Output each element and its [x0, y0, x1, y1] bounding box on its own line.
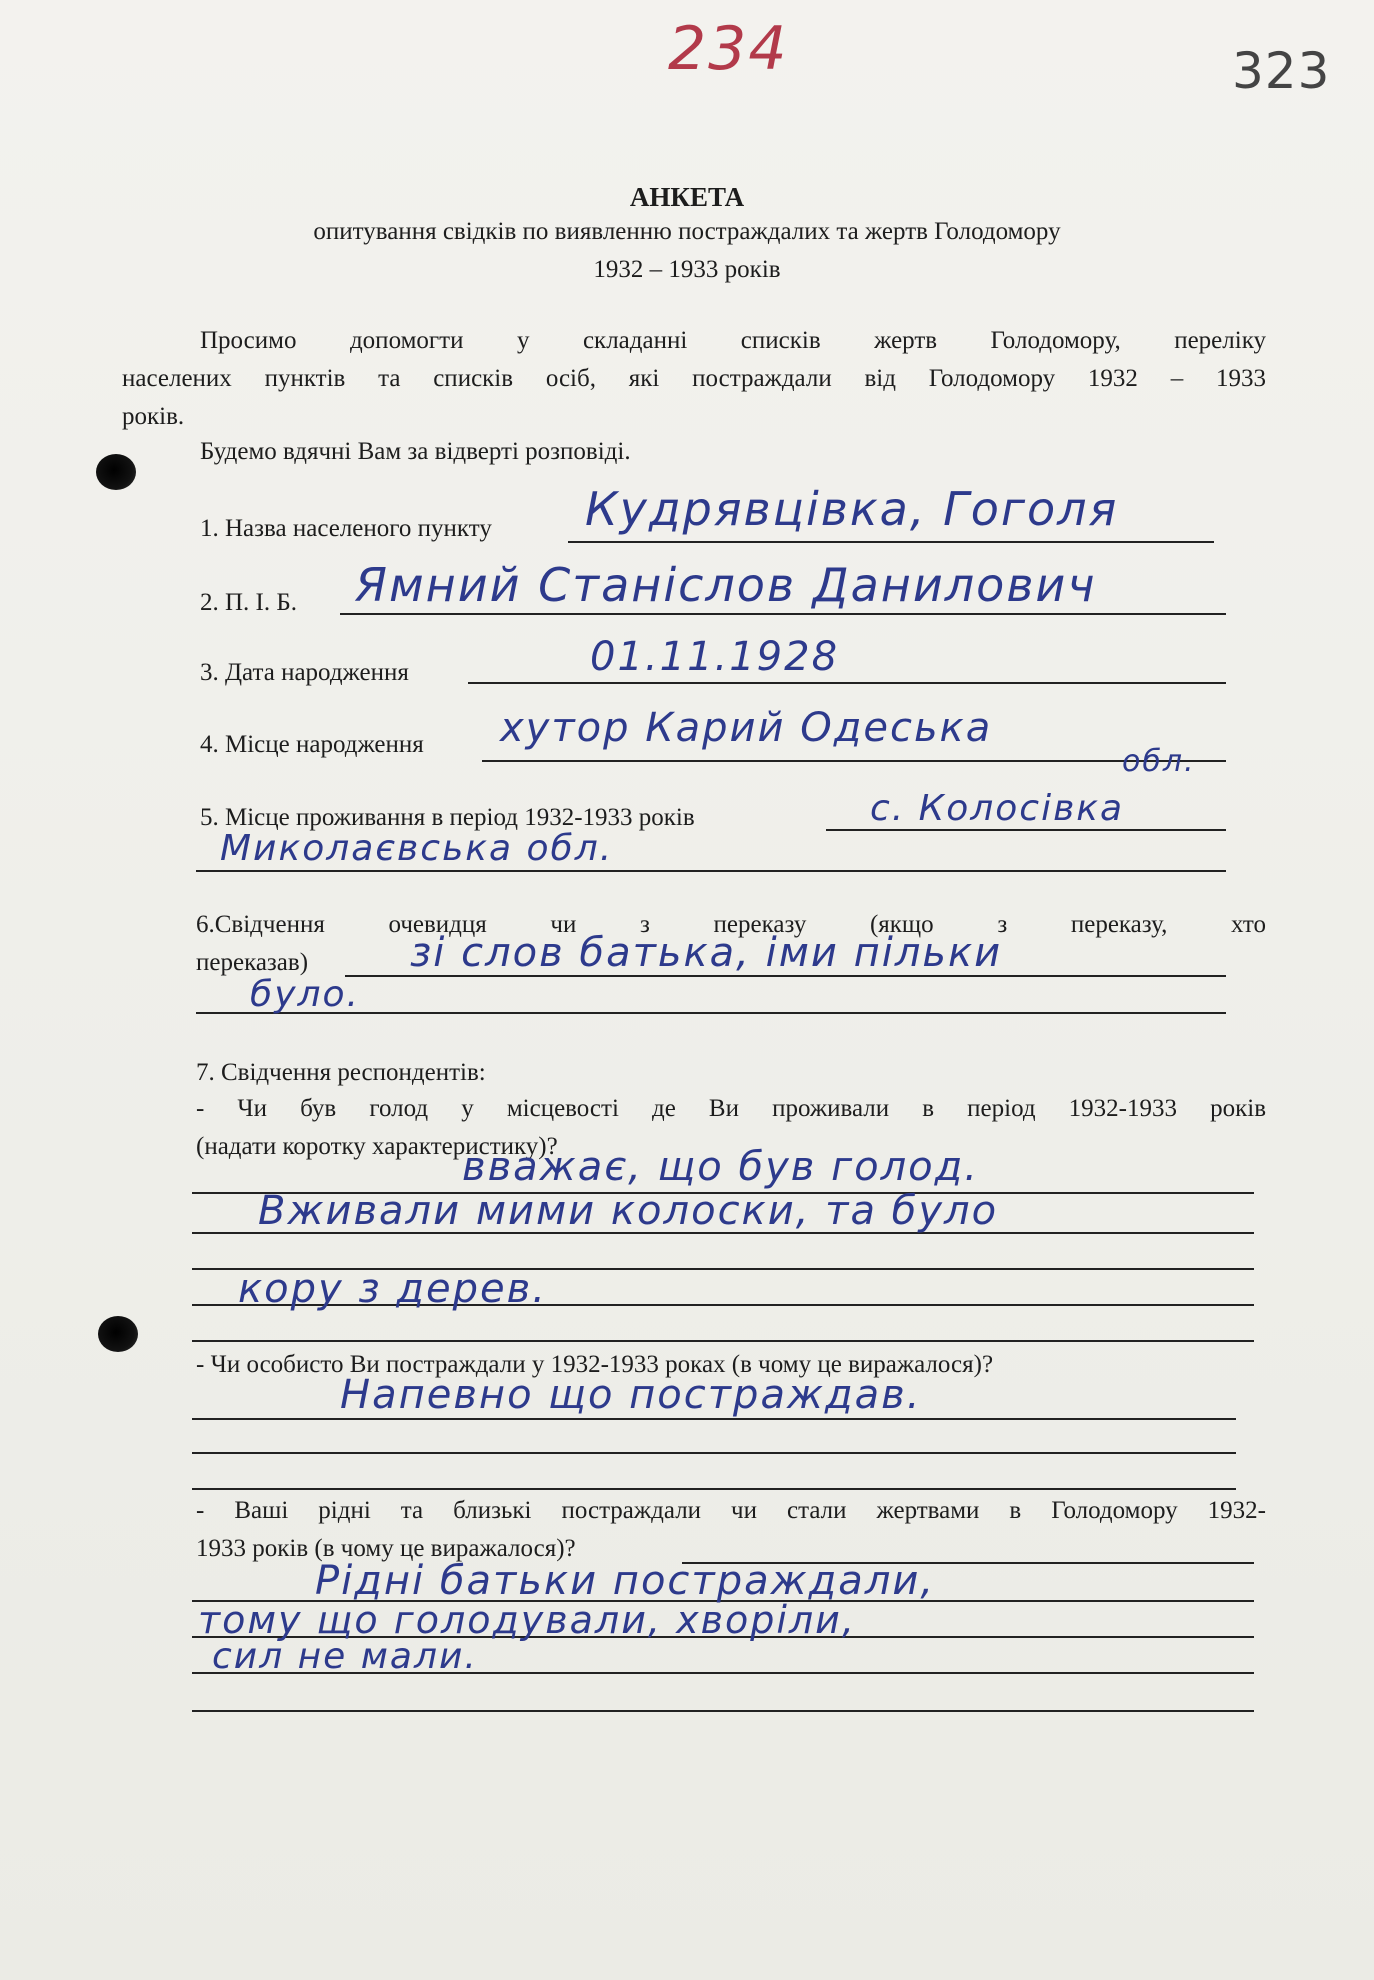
testimony-source-value-continued: було. [250, 974, 360, 1015]
q2-line-b [192, 1452, 1236, 1454]
archive-number: 234 [668, 14, 789, 84]
settlement-line [568, 541, 1214, 543]
residence-label: 5. Місце проживання в період 1932-1933 років [200, 804, 695, 831]
q3-answer-3: сил не мали. [212, 1636, 478, 1677]
residence-value: с. Колосівка [870, 788, 1125, 829]
birth-place-value-continued: обл. [1122, 744, 1196, 779]
intro-line1: Просимо допомогти у складанні списків жертв Голодомору, переліку [200, 327, 1266, 354]
sheet-number: 323 [1232, 42, 1331, 100]
birth-place-label: 4. Місце народження [200, 731, 424, 758]
intro-thanks: Будемо вдячні Вам за відверті розповіді. [200, 438, 631, 465]
form-title: АНКЕТА [629, 182, 745, 212]
q3-line-e [192, 1710, 1254, 1712]
testimony-source-label-line2: переказав) [196, 949, 309, 976]
section7-heading: 7. Свідчення респондентів: [196, 1059, 486, 1086]
birth-place-value: хутор Карий Одеська [500, 705, 993, 751]
punch-hole-bottom [98, 1316, 138, 1352]
q1-line1: - Чи був голод у місцевості де Ви проживали в період 1932-1933 років [196, 1095, 1266, 1122]
birth-date-line [468, 682, 1226, 684]
q3-answer-1: Рідні батьки постраждали, [315, 1558, 936, 1604]
q1-answer-3: кору з дерев. [238, 1266, 547, 1312]
residence-line-1 [826, 829, 1226, 831]
testimony-source-value: зі слов батька, іми пільки [410, 930, 1003, 976]
q1-line2: (надати коротку характеристику)? [196, 1133, 558, 1160]
name-value: Ямний Станіслов Данилович [355, 558, 1097, 612]
form-subtitle-line1: опитування свідків по виявленню постраждалих та жертв Голодомору [313, 218, 1061, 245]
form-subtitle-line2: 1932 – 1933 років [593, 256, 781, 283]
birth-place-line [482, 760, 1226, 762]
punch-hole-top [96, 454, 136, 490]
q1-line-e [192, 1340, 1254, 1342]
settlement-value: Кудрявцівка, Гоголя [585, 482, 1119, 536]
q1-answer-2: Вживали мими колоски, та було [258, 1188, 999, 1234]
q3-line2: 1933 років (в чому це виражалося)? [196, 1535, 576, 1562]
testimony-source-label-line1: 6.Свідчення очевидця чи з переказу (якщо з переказу, хто [196, 911, 1266, 938]
residence-value-continued: Миколаєвська обл. [220, 828, 614, 869]
q2-line-a [192, 1418, 1236, 1420]
intro-line3: років. [122, 403, 185, 430]
name-line [340, 613, 1226, 615]
birth-date-value: 01.11.1928 [590, 634, 840, 680]
q3-answer-2: тому що голодували, хворіли, [198, 1598, 856, 1642]
q2-line1: - Чи особисто Ви постраждали у 1932-1933 роках (в чому це виражалося)? [196, 1351, 994, 1378]
q3-line1: - Ваші рідні та близькі постраждали чи стали жертвами в Голодомору 1932- [196, 1497, 1266, 1524]
settlement-label: 1. Назва населеного пункту [200, 515, 492, 542]
residence-line-2 [196, 870, 1226, 872]
q2-line-c [192, 1488, 1236, 1490]
birth-date-label: 3. Дата народження [200, 659, 409, 686]
q1-answer-1: вважає, що був голод. [462, 1144, 979, 1190]
q2-answer-1: Напевно що постраждав. [340, 1372, 922, 1418]
name-label: 2. П. І. Б. [200, 589, 297, 616]
intro-line2: населених пунктів та списків осіб, які постраждали від Голодомору 1932 – 1933 [122, 365, 1266, 392]
